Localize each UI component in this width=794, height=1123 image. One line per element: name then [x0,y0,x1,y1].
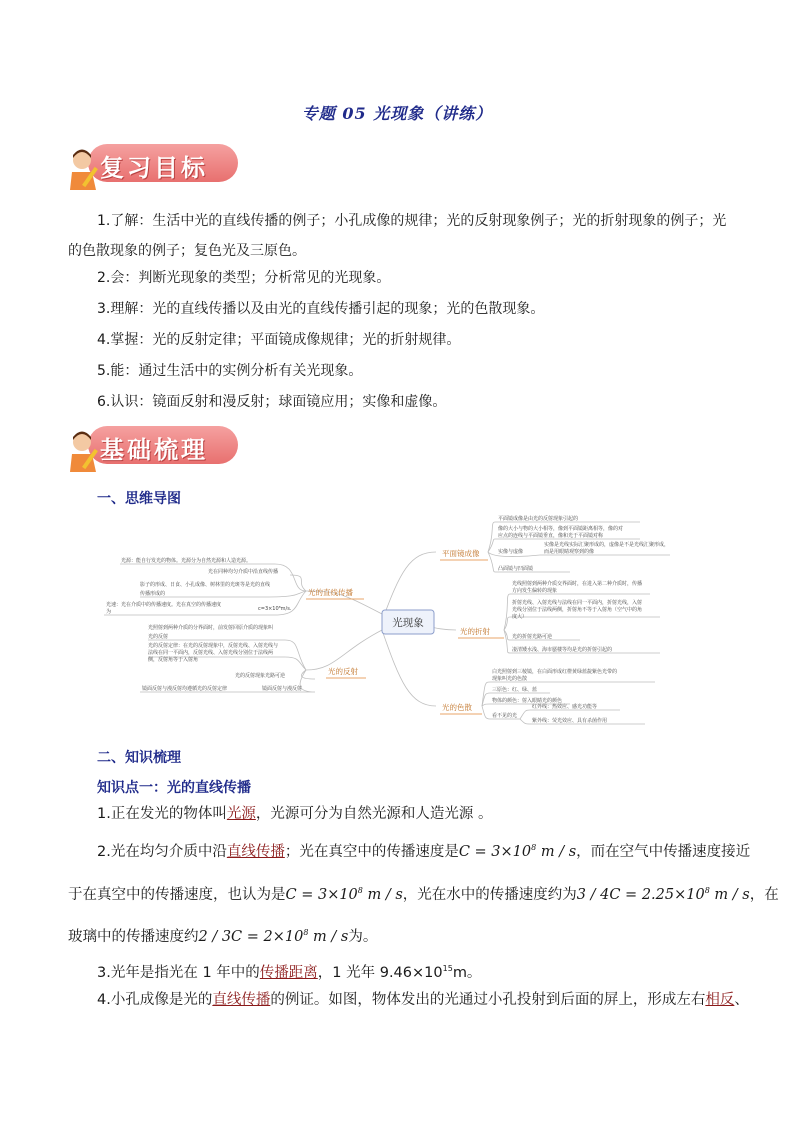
mm-f4: 凄清矮水浅、海市蜃楼等均是光的折射引起的 [512,647,613,653]
k2-l2-post: ，在 [749,887,779,903]
k1-fill: 光源 [226,806,256,822]
mm-m3c: 实像与虚像 [498,549,524,555]
mm-c1a: 白光照射到三棱镜，在白面形成红橙黄绿蓝靛紫色光带的 [492,669,618,675]
k3-mid: ，1 光年 9.46×10 [317,965,443,981]
mm-r1b: 光的反射 [148,634,169,640]
mm-f1a: 光线照射到两种介质交界面时，在进入第二种介质时，传播 [512,581,643,587]
basic-review-banner [68,420,240,474]
k2-l2-mid: ，光在水中的传播速度约为 [402,887,577,903]
mm-c3: 物体的颜色：射入眼睛光的颜色 [492,698,563,704]
mm-c2: 三原色：红、绿、蓝 [492,687,538,693]
mm-r1a: 光照射到两种介质的分界面时，前发射回原介质的现象叫 [148,625,274,631]
k2-l3-pre: 玻璃中的传播速度约 [68,929,199,945]
k3-exp: 15 [442,964,453,974]
branch-refract: 光的折射 [460,627,490,636]
k4-pre: 4.小孔成像是光的 [97,992,213,1008]
mm-s3b: 传播形成的 [140,591,166,597]
k2-l1-mid: ；光在真空中的传播速度是 [284,844,459,860]
mm-m4: 凸面镜与凹面镜 [498,566,534,572]
review-goals-banner [68,138,240,192]
mm-s1: 光源：能自行发光的物体。光源分为自然光源和人造光源。 [121,558,252,564]
branch-color: 光的色散 [442,703,472,712]
k2-line3 [68,925,728,946]
k2-l2-pre: 于在真空中的传播速度，也认为是 [68,887,286,903]
k4-mid: 的例证。如图，物体发出的光通过小孔投射到后面的屏上，形成左右 [270,992,706,1008]
k2-l1-post: ，而在空气中传播速度接近 [576,844,751,860]
k2-l3-post: 为。 [348,929,378,945]
k2-line2 [68,883,779,904]
k1-line [97,802,757,823]
knowledge-point-title: 知识点一：光的直线传播 [97,780,251,796]
mm-c4: 看不见的光 [492,713,518,719]
objective-5: 5.能：通过生活中的实例分析有关光现象。 [97,363,363,379]
k2-c-eq: $C = 3\times 10^8$ m / s [458,843,577,860]
k4-post: 、 [734,992,749,1008]
mm-m3a: 实像是光线实际汇聚形成的，虚像是不是光线汇聚形成， [544,542,670,548]
k4-fill: 直线传播 [212,992,271,1008]
banner-label: 复习目标 [100,154,208,182]
k2-water-eq: $3 / 4C = 2.25\times 10^8$ m / s [576,886,750,903]
k4-fill2: 相反 [705,992,735,1008]
section-heading-mindmap: 一、思维导图 [97,491,181,507]
mm-r3: 光的反射现象光路可逆 [235,673,286,679]
mm-r2c: 侧，反射角等于入射角 [148,657,199,663]
mm-c5: 红外线：热效应、感光功能等 [532,704,598,710]
section-heading-knowledge: 二、知识梳理 [97,750,181,766]
k3-post: m。 [452,965,482,981]
mm-f2c: 度大） [512,614,528,620]
mm-s4c: c=3×10⁸m/s. [258,606,292,612]
k2-c-eq-2: $C = 3\times 10^8$ m / s [285,886,403,903]
mm-r4b: 镜面反射与漫反射 [262,686,303,692]
mm-m1: 平面镜成像是由光的反射现象引起的 [498,516,579,522]
objective-1: 1.了解：生活中光的直线传播的例子；小孔成像的规律；光的反射现象例子；光的折射现象的例子；光的色散现象的例子；复色光及三原色。 [68,213,727,259]
k3-line [97,961,757,982]
k2-glass-eq: $2 / 3C = 2\times 10^8$ m / s [198,928,349,945]
k1-pre: 1.正在发光的物体叫 [97,806,227,822]
mm-c1b: 现象叫光的色散 [492,676,528,682]
branch-reflect: 光的反射 [328,667,358,676]
mm-r2a: 光的反射定律：在光的反射现象中，反射光线、入射光线与 [148,643,279,649]
k1-post: ，光源可分为自然光源和人造光源 。 [255,806,493,822]
objective-4: 4.掌握：光的反射定律；平面镜成像规律；光的折射规律。 [97,332,461,348]
mm-f3: 光的折射光路可逆 [512,634,553,640]
girl-with-pencil-icon [68,430,102,474]
k3-fill: 传播距离 [259,965,318,981]
branch-mirror: 平面镜成像 [442,549,480,558]
mm-f2a: 折射光线、入射光线与法线在同一平面内，折射光线，入射 [512,600,643,606]
branch-straight: 光的直线传播 [308,588,353,597]
k2-line1 [97,840,757,861]
k2-l1-pre: 2.光在均匀介质中沿 [97,844,227,860]
mm-c6: 紫外线：荧光效应、具有杀菌作用 [532,718,608,724]
mm-s4b: 为 [106,609,112,615]
k3-pre: 3.光年是指光在 1 年中的 [97,965,260,981]
objective-3: 3.理解：光的直线传播以及由光的直线传播引起的现象；光的色散现象。 [97,301,545,317]
mind-map [100,512,670,727]
mm-s3a: 影子的形成、日食、小孔成像、树林里的光斑等是光的直线 [140,582,271,588]
mm-f1b: 方向发生偏转的现象 [512,588,558,594]
k2-l1-fill: 直线传播 [226,844,285,860]
mm-m2a: 像的大小与物的大小相等，像到平面镜距离相等，像的对 [498,526,624,532]
k4-line [97,988,757,1009]
mm-r2b: 法线在同一平面内，反射光线、入射光线分别位于法线两 [148,650,274,656]
mm-f2b: 光线分别位于法线两侧，折射角不等于入射角（空气中的角 [512,607,643,613]
mm-s4a: 光速：光在介质中的传播速度。光在真空的传播速度 [106,602,222,608]
banner-label: 基础梳理 [100,436,208,464]
mm-s2: 光在同种均匀介质中沿直线传播 [208,569,279,575]
mm-m2b: 应点的连线与平面镜垂直，像和光于平面镜对称 [498,533,604,539]
mm-r4a: 镜面反射与漫反射均遵循光的反射定律 [142,686,228,692]
objective-2: 2.会：判断光现象的类型；分析常见的光现象。 [97,270,391,286]
girl-with-pencil-icon [68,148,102,192]
page-title: 专题 05 光现象（讲练） [301,104,493,123]
objective-6: 6.认识：镜面反射和漫反射；球面镜应用；实像和虚像。 [97,394,447,410]
mindmap-center: 光现象 [392,617,424,629]
mm-m3b: 而是用眼睛观察到的像 [544,549,595,555]
